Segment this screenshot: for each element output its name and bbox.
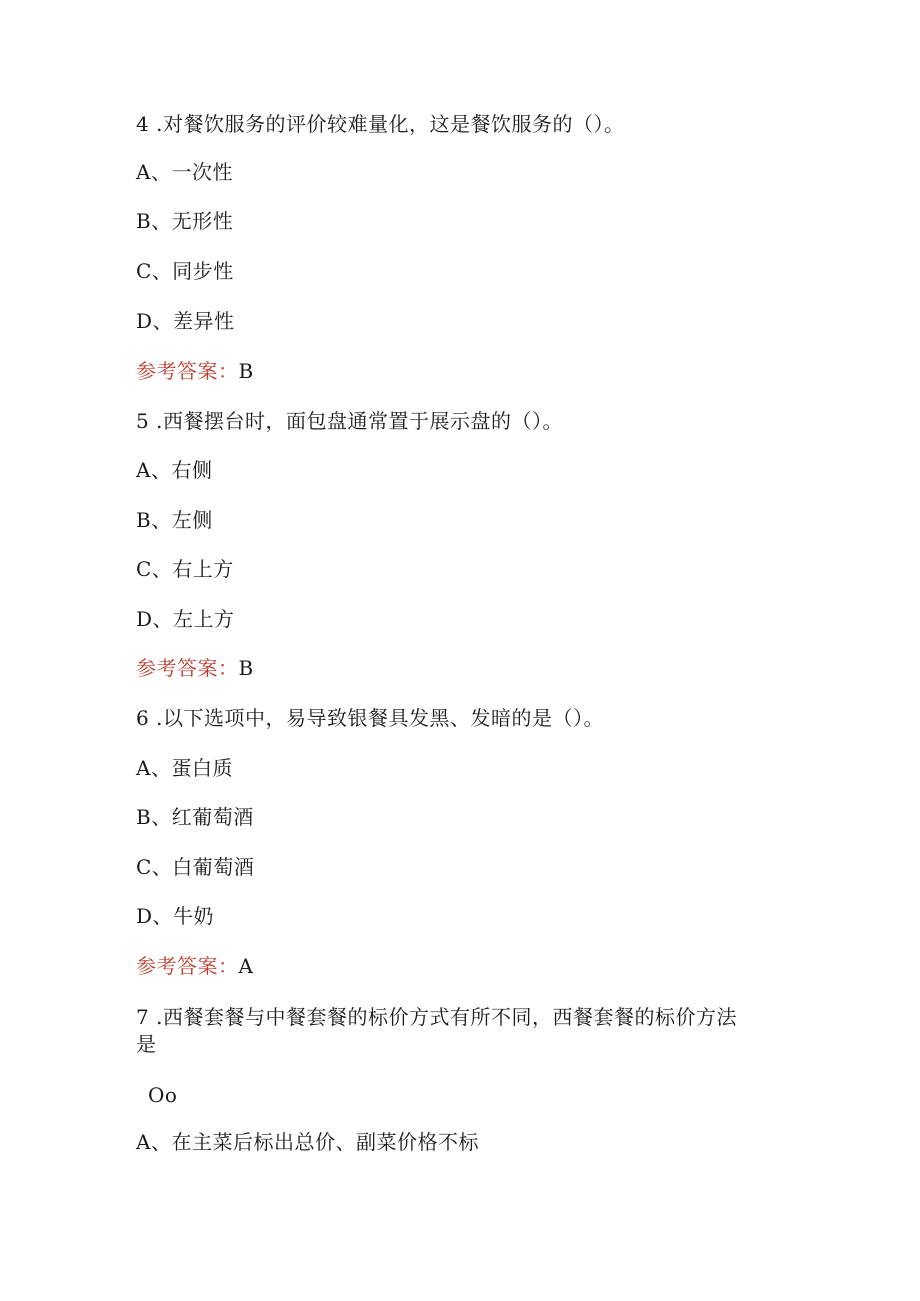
question-4-answer: [136, 359, 254, 383]
question-4-option-c: C、同步性: [136, 259, 234, 283]
question-6-stem: 6 .以下选项中，易导致银餐具发黑、发暗的是（）。: [136, 706, 604, 730]
question-6-option-d: D、牛奶: [136, 904, 215, 928]
question-7-stem-line1: 7 .西餐套餐与中餐套餐的标价方式有所不同，西餐套餐的标价方法: [136, 1005, 737, 1029]
question-7-blank: Oo: [148, 1083, 178, 1107]
question-5-option-c: C、右上方: [136, 557, 234, 581]
question-5-answer: [136, 656, 254, 680]
question-5-option-b: B、左侧: [136, 508, 213, 532]
question-4-stem: 4 .对餐饮服务的评价较难量化，这是餐饮服务的（）。: [136, 112, 625, 136]
question-5-option-d: D、左上方: [136, 607, 235, 631]
question-5-option-a: A、右侧: [136, 458, 213, 482]
answer-value: B: [238, 656, 254, 680]
question-6-option-c: C、白葡萄酒: [136, 855, 255, 879]
question-4-option-b: B、无形性: [136, 209, 234, 233]
question-6-answer: [136, 954, 253, 978]
answer-value: B: [238, 359, 254, 383]
question-7-option-a: A、在主菜后标出总价、副菜价格不标: [136, 1130, 479, 1154]
question-7-stem-line2: 是: [136, 1032, 157, 1056]
answer-value: A: [238, 954, 254, 978]
question-4-option-d: D、差异性: [136, 309, 235, 333]
question-6-option-b: B、红葡萄酒: [136, 805, 254, 829]
question-4-option-a: A、一次性: [136, 160, 233, 184]
question-5-stem: 5 .西餐摆台时，面包盘通常置于展示盘的（）。: [136, 409, 563, 433]
answer-label: 参考答案：: [136, 656, 239, 680]
answer-label: 参考答案：: [136, 954, 239, 978]
answer-label: 参考答案：: [136, 359, 239, 383]
question-6-option-a: A、蛋白质: [136, 756, 233, 780]
